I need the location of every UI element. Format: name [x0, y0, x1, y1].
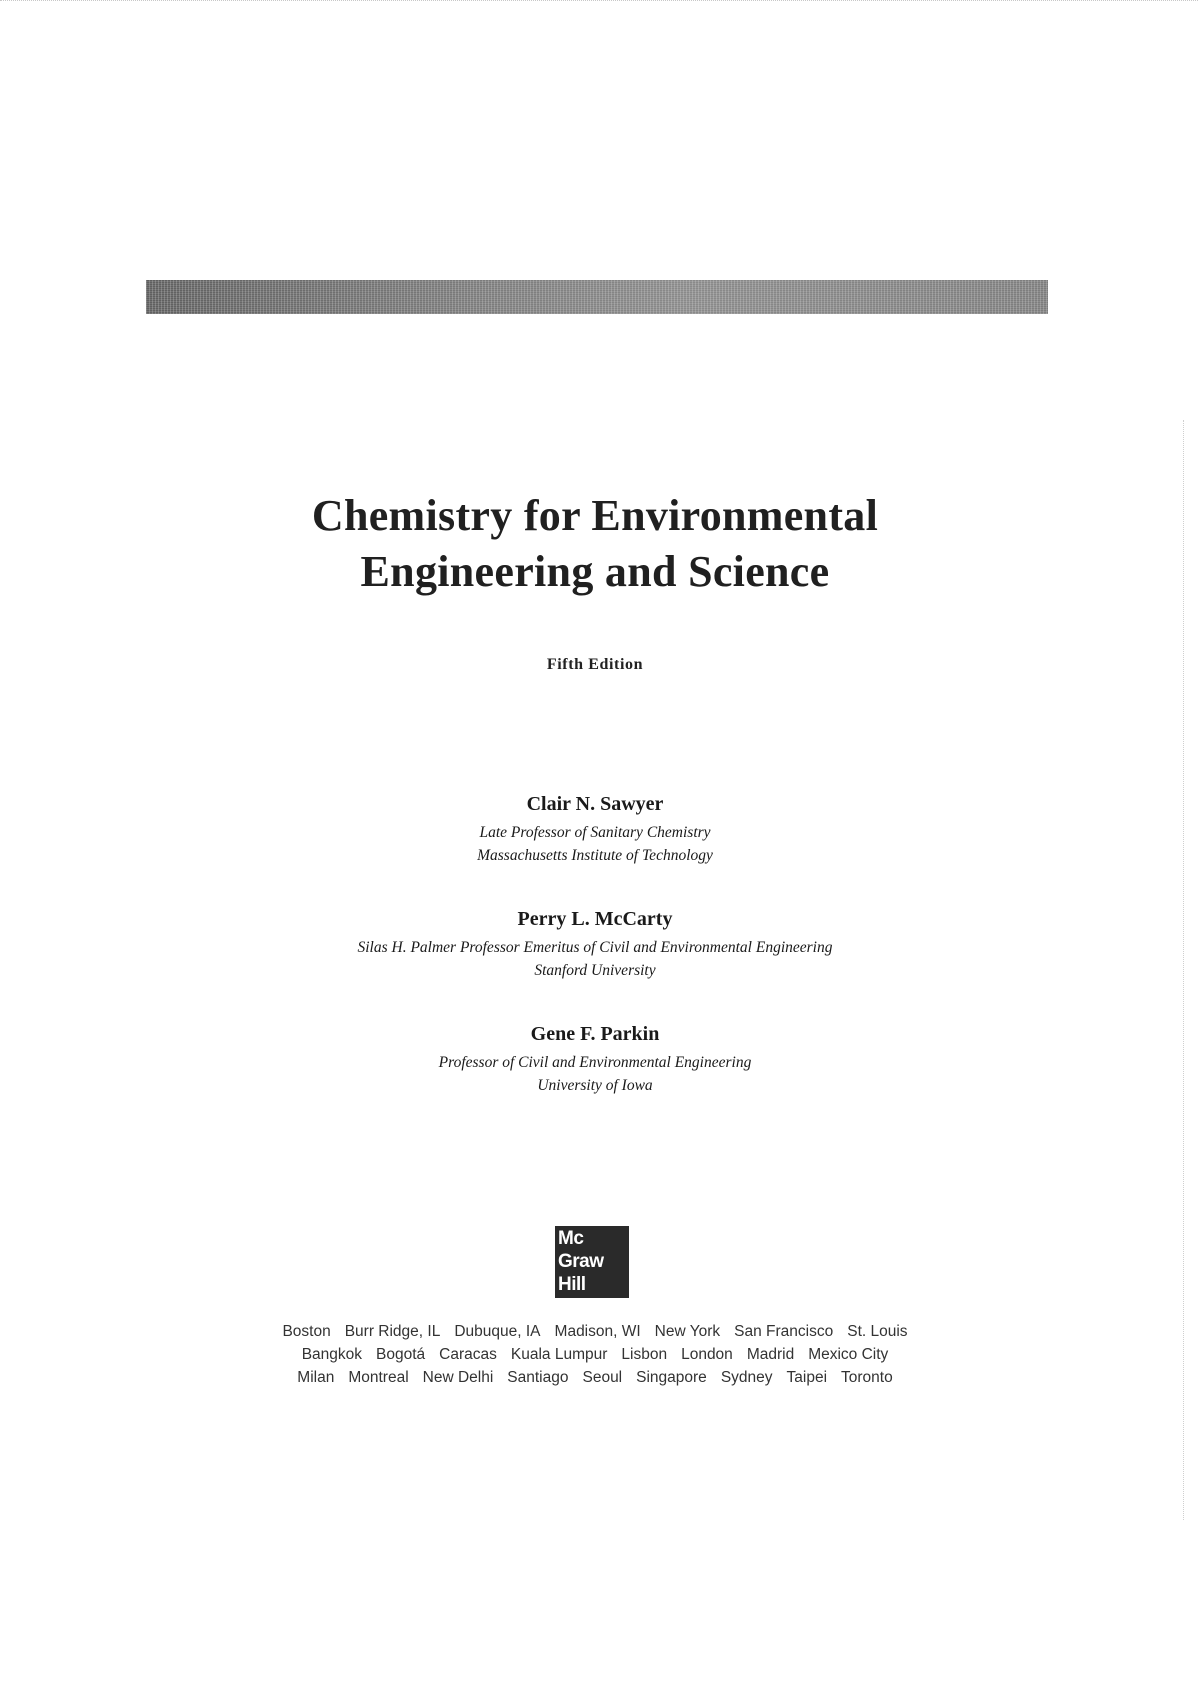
city-name: Madison, WI [554, 1323, 641, 1340]
logo-line: Mc [558, 1228, 584, 1249]
edition: Fifth Edition [546, 656, 644, 673]
city-name: Lisbon [621, 1346, 668, 1363]
city-name: Taipei [786, 1369, 828, 1386]
city-name: Dubuque, IA [454, 1323, 541, 1340]
city-name: Seoul [582, 1369, 623, 1386]
city-name: Burr Ridge, IL [344, 1323, 441, 1340]
city-name: Madrid [746, 1346, 795, 1363]
author-block [200, 1021, 990, 1097]
author-block [200, 791, 990, 867]
city-name: Singapore [636, 1369, 707, 1386]
city-name: Santiago [507, 1369, 569, 1386]
decorative-banner [146, 280, 1048, 314]
author-institution: University of Iowa [537, 1077, 653, 1094]
author-block [200, 906, 990, 982]
city-name: London [681, 1346, 733, 1363]
city-name: Sydney [720, 1369, 773, 1386]
author-title: Late Professor of Sanitary Chemistry [479, 824, 711, 841]
city-name: St. Louis [847, 1323, 908, 1340]
city-name: Mexico City [808, 1346, 889, 1363]
scan-top-border [0, 0, 1198, 1]
city-line [200, 1366, 990, 1389]
city-name: Boston [282, 1323, 331, 1340]
author-institution: Stanford University [534, 962, 656, 979]
book-title [200, 488, 990, 600]
city-name: New Delhi [422, 1369, 494, 1386]
book-title-line-2: Engineering and Science [360, 547, 830, 596]
publisher-cities [200, 1320, 990, 1389]
scan-right-edge [1183, 420, 1184, 1520]
city-name: Bangkok [301, 1346, 363, 1363]
author-title: Silas H. Palmer Professor Emeritus of Civil and Environmental Engineering [357, 939, 833, 956]
city-name: Milan [297, 1369, 335, 1386]
author-name: Perry L. McCarty [517, 908, 673, 930]
city-name: Caracas [439, 1346, 497, 1363]
author-title: Professor of Civil and Environmental Engineering [438, 1054, 752, 1071]
city-name: Toronto [841, 1369, 893, 1386]
city-name: Bogotá [376, 1346, 426, 1363]
author-name: Gene F. Parkin [530, 1023, 660, 1045]
logo-line: Hill [558, 1274, 586, 1295]
city-name: Montreal [348, 1369, 409, 1386]
city-line [200, 1320, 990, 1343]
city-name: Kuala Lumpur [510, 1346, 608, 1363]
city-name: San Francisco [734, 1323, 834, 1340]
logo-line: Graw [558, 1251, 604, 1272]
author-name: Clair N. Sawyer [526, 793, 664, 815]
city-name: New York [654, 1323, 721, 1340]
author-institution: Massachusetts Institute of Technology [477, 847, 713, 864]
city-line [200, 1343, 990, 1366]
book-title-line-1: Chemistry for Environmental [311, 491, 879, 540]
mcgraw-hill-logo-icon [555, 1226, 629, 1298]
